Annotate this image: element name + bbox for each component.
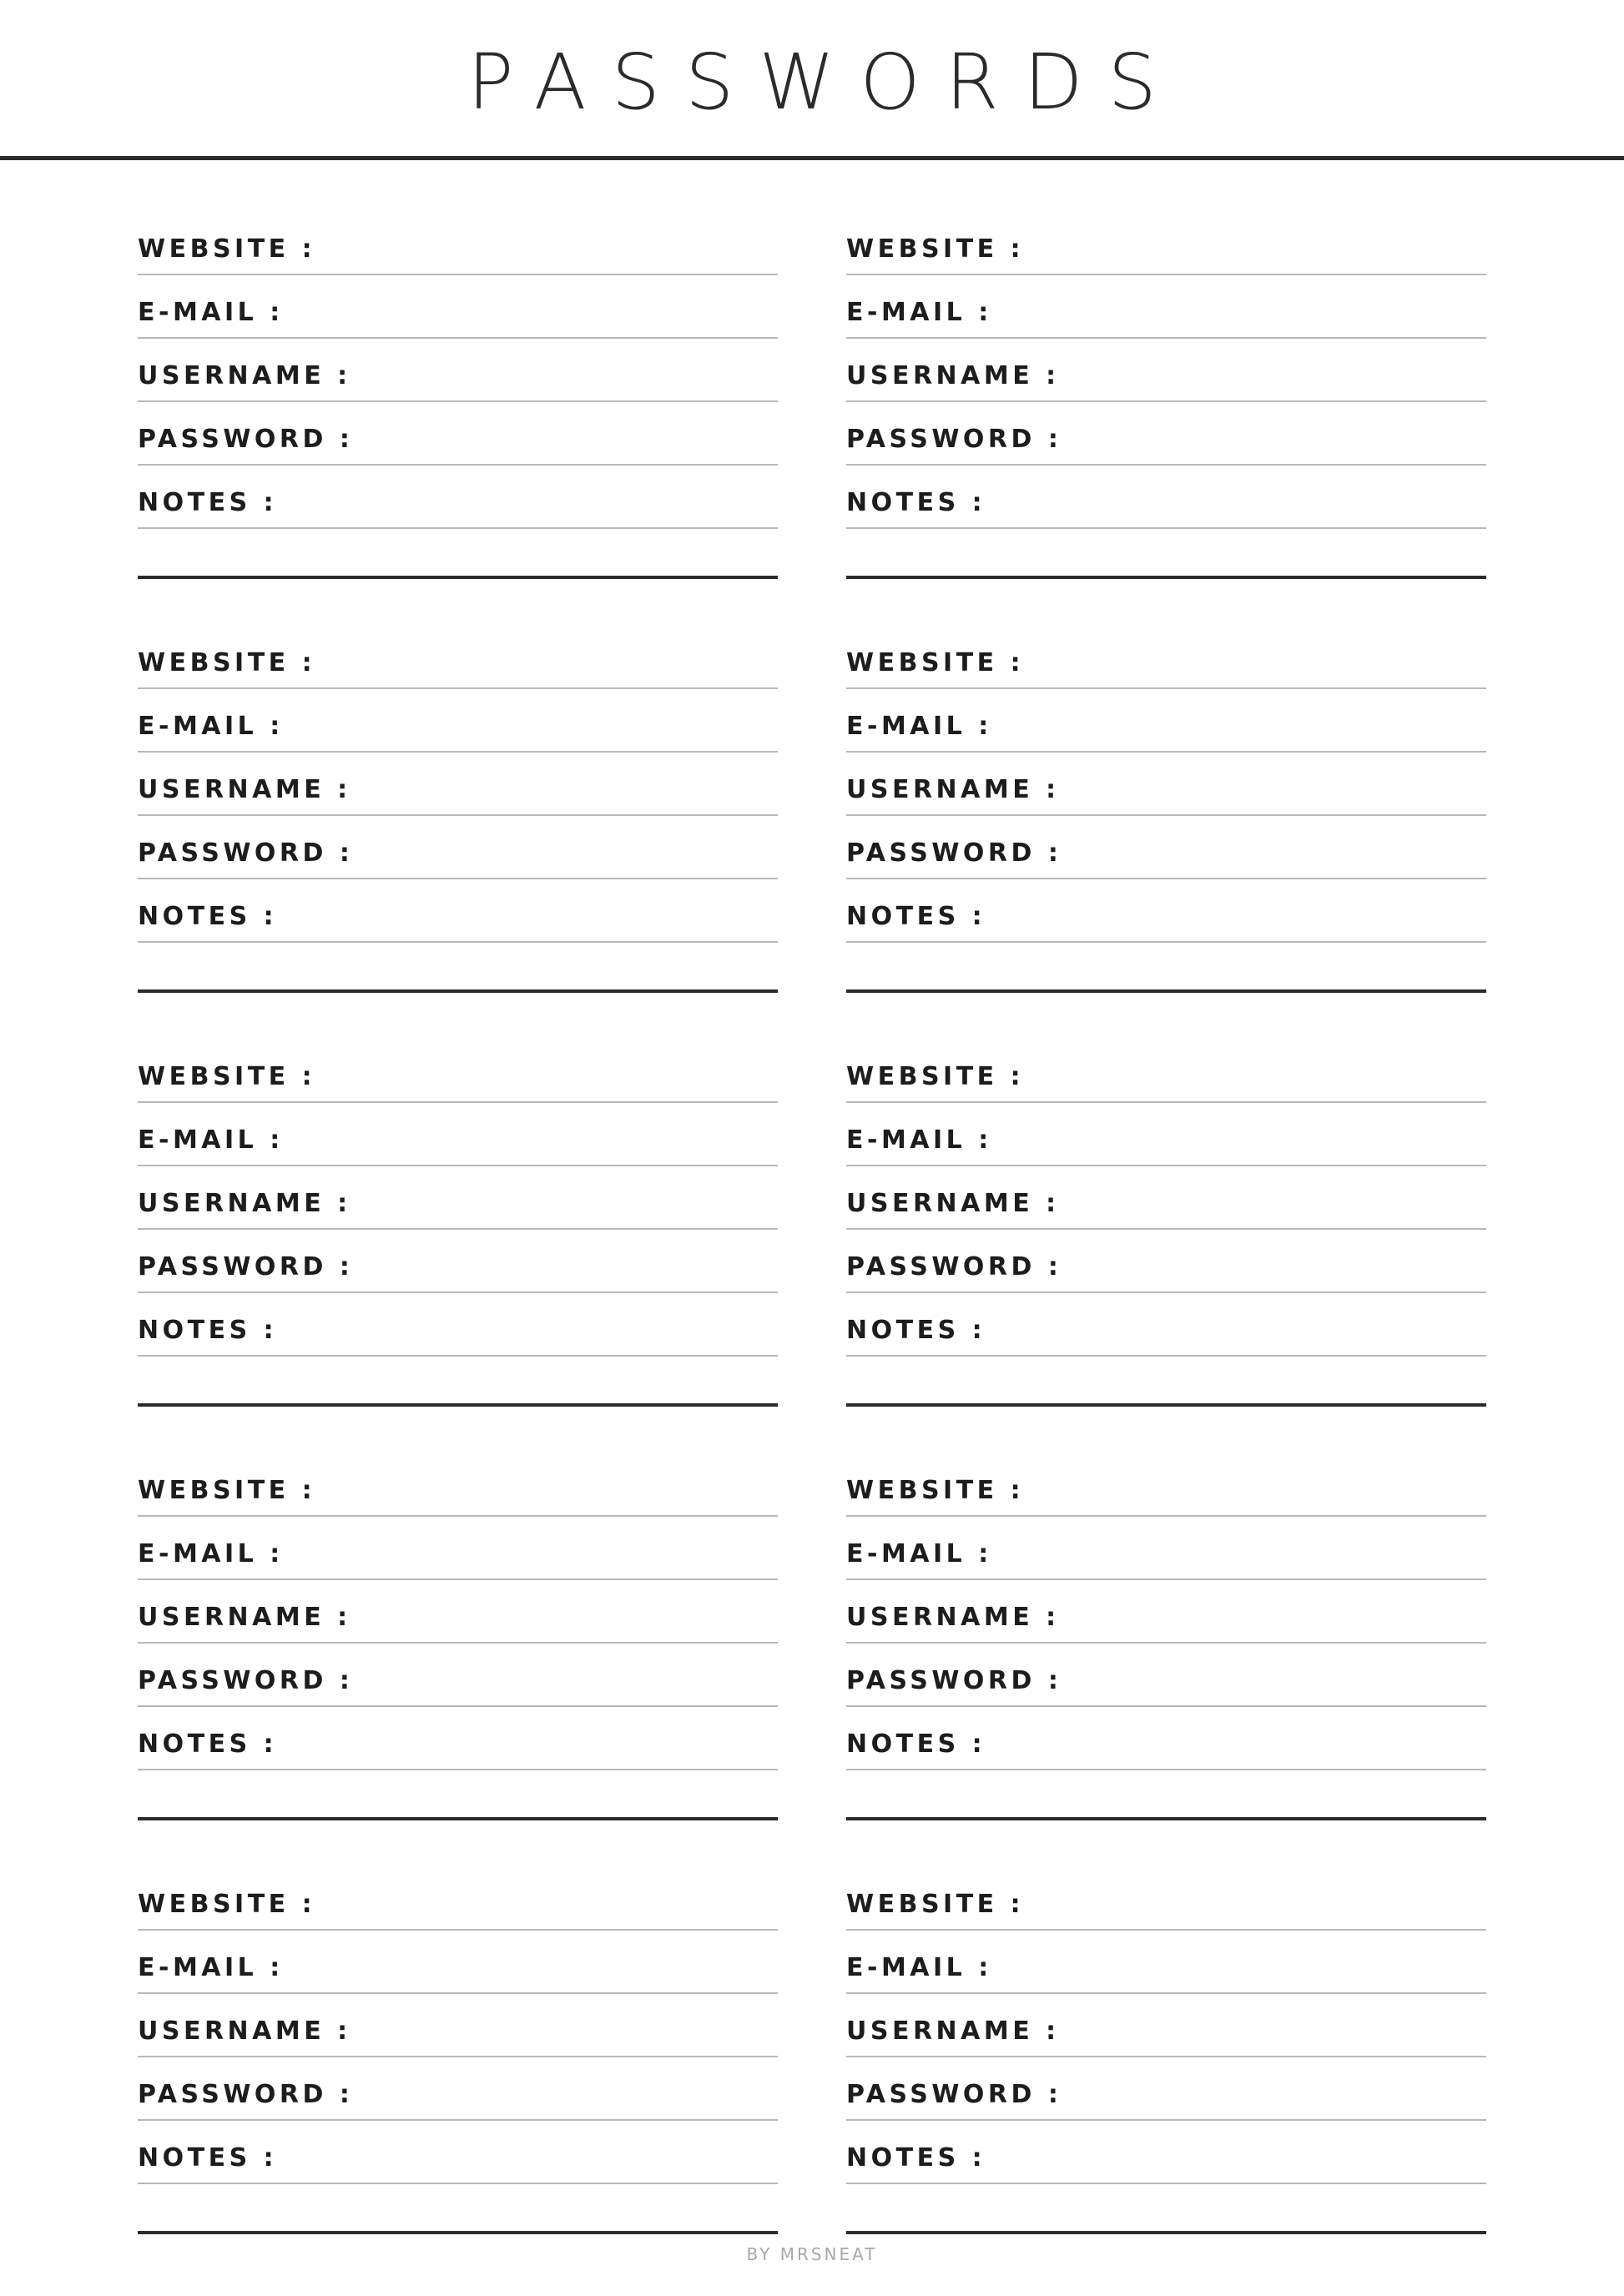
entries-grid: [138, 212, 1486, 2281]
entry-divider: [846, 1403, 1486, 1407]
password-label: PASSWORD :: [138, 1666, 354, 1696]
username-label: USERNAME :: [138, 1603, 351, 1633]
website-label: WEBSITE :: [138, 648, 316, 678]
email-field[interactable]: [138, 275, 778, 339]
password-field[interactable]: [138, 2057, 778, 2121]
notes-field[interactable]: [846, 879, 1486, 943]
notes-label: NOTES :: [846, 1316, 986, 1346]
email-field[interactable]: [138, 1931, 778, 1994]
website-field[interactable]: [846, 212, 1486, 275]
email-label: E-MAIL :: [138, 1539, 284, 1569]
entry-divider: [846, 1817, 1486, 1820]
email-label: E-MAIL :: [138, 1125, 284, 1156]
password-entry: [138, 626, 778, 1040]
username-label: USERNAME :: [846, 2017, 1060, 2047]
website-label: WEBSITE :: [846, 234, 1025, 264]
entry-fields: [138, 1453, 778, 1770]
email-field[interactable]: [138, 689, 778, 753]
entry-fields: [138, 1867, 778, 2184]
entry-fields: [846, 1040, 1486, 1357]
page-footer: [0, 2244, 1624, 2264]
password-label: PASSWORD :: [138, 1252, 354, 1282]
website-label: WEBSITE :: [846, 1476, 1025, 1506]
username-field[interactable]: [138, 339, 778, 402]
entry-fields: [138, 1040, 778, 1357]
password-field[interactable]: [846, 402, 1486, 466]
password-entry: [846, 1040, 1486, 1453]
notes-label: NOTES :: [846, 1730, 986, 1760]
email-label: E-MAIL :: [846, 1125, 992, 1156]
entry-divider: [138, 1403, 778, 1407]
username-label: USERNAME :: [138, 1189, 351, 1219]
email-field[interactable]: [846, 689, 1486, 753]
website-label: WEBSITE :: [846, 1890, 1025, 1920]
email-label: E-MAIL :: [846, 298, 992, 328]
notes-field[interactable]: [138, 879, 778, 943]
notes-label: NOTES :: [846, 488, 986, 518]
email-label: E-MAIL :: [138, 298, 284, 328]
notes-field[interactable]: [138, 1707, 778, 1770]
website-field[interactable]: [138, 1040, 778, 1103]
notes-field[interactable]: [846, 1707, 1486, 1770]
password-field[interactable]: [138, 1230, 778, 1293]
entry-divider: [138, 989, 778, 993]
password-label: PASSWORD :: [846, 425, 1062, 455]
email-label: E-MAIL :: [846, 1953, 992, 1983]
website-field[interactable]: [138, 212, 778, 275]
email-field[interactable]: [846, 1103, 1486, 1166]
email-field[interactable]: [846, 275, 1486, 339]
website-field[interactable]: [846, 1040, 1486, 1103]
notes-field[interactable]: [846, 1293, 1486, 1357]
password-field[interactable]: [846, 2057, 1486, 2121]
entry-divider: [846, 576, 1486, 579]
entry-divider: [846, 2231, 1486, 2234]
email-field[interactable]: [138, 1103, 778, 1166]
notes-label: NOTES :: [846, 2143, 986, 2173]
username-field[interactable]: [138, 753, 778, 816]
password-entry: [846, 626, 1486, 1040]
password-label: PASSWORD :: [138, 838, 354, 869]
username-field[interactable]: [846, 1580, 1486, 1644]
email-field[interactable]: [138, 1517, 778, 1580]
username-label: USERNAME :: [846, 1603, 1060, 1633]
entry-divider: [846, 989, 1486, 993]
website-label: WEBSITE :: [138, 1476, 316, 1506]
website-field[interactable]: [138, 1453, 778, 1517]
website-field[interactable]: [138, 1867, 778, 1931]
password-label: PASSWORD :: [846, 2080, 1062, 2110]
email-label: E-MAIL :: [846, 1539, 992, 1569]
email-label: E-MAIL :: [138, 712, 284, 742]
notes-label: NOTES :: [138, 902, 278, 932]
entry-fields: [846, 626, 1486, 943]
password-label: PASSWORD :: [846, 838, 1062, 869]
entry-fields: [138, 626, 778, 943]
footer-credit: BY MRSNEAT: [746, 2244, 878, 2264]
password-field[interactable]: [138, 1644, 778, 1707]
page-header: [0, 0, 1624, 160]
email-label: E-MAIL :: [846, 712, 992, 742]
username-field[interactable]: [846, 339, 1486, 402]
notes-label: NOTES :: [138, 1316, 278, 1346]
entry-fields: [846, 212, 1486, 529]
notes-field[interactable]: [846, 466, 1486, 529]
notes-field[interactable]: [138, 466, 778, 529]
username-label: USERNAME :: [138, 361, 351, 391]
password-label: PASSWORD :: [138, 425, 354, 455]
password-label: PASSWORD :: [846, 1666, 1062, 1696]
entry-fields: [846, 1867, 1486, 2184]
website-label: WEBSITE :: [138, 1062, 316, 1092]
username-field[interactable]: [138, 1994, 778, 2057]
entry-fields: [846, 1453, 1486, 1770]
password-entry: [846, 1453, 1486, 1867]
entry-fields: [138, 212, 778, 529]
username-label: USERNAME :: [846, 1189, 1060, 1219]
website-label: WEBSITE :: [846, 648, 1025, 678]
password-field[interactable]: [846, 1230, 1486, 1293]
username-field[interactable]: [846, 1166, 1486, 1230]
password-entry: [846, 1867, 1486, 2281]
website-label: WEBSITE :: [138, 1890, 316, 1920]
website-label: WEBSITE :: [138, 234, 316, 264]
notes-label: NOTES :: [846, 902, 986, 932]
password-field[interactable]: [846, 1644, 1486, 1707]
notes-label: NOTES :: [138, 1730, 278, 1760]
password-entry: [138, 1453, 778, 1867]
username-field[interactable]: [138, 1580, 778, 1644]
password-label: PASSWORD :: [846, 1252, 1062, 1282]
username-field[interactable]: [846, 753, 1486, 816]
username-label: USERNAME :: [138, 775, 351, 805]
username-label: USERNAME :: [846, 775, 1060, 805]
notes-label: NOTES :: [138, 488, 278, 518]
password-entry: [138, 1867, 778, 2281]
username-label: USERNAME :: [846, 361, 1060, 391]
email-field[interactable]: [846, 1931, 1486, 1994]
username-field[interactable]: [138, 1166, 778, 1230]
password-entry: [138, 1040, 778, 1453]
username-label: USERNAME :: [138, 2017, 351, 2047]
page-title: PASSWORDS: [467, 38, 1182, 127]
email-field[interactable]: [846, 1517, 1486, 1580]
website-field[interactable]: [846, 1453, 1486, 1517]
password-entry: [846, 212, 1486, 626]
entry-divider: [138, 576, 778, 579]
username-field[interactable]: [846, 1994, 1486, 2057]
website-field[interactable]: [846, 626, 1486, 689]
notes-field[interactable]: [138, 2121, 778, 2184]
password-label: PASSWORD :: [138, 2080, 354, 2110]
password-field[interactable]: [846, 816, 1486, 879]
password-entry: [138, 212, 778, 626]
password-field[interactable]: [138, 402, 778, 466]
entry-divider: [138, 1817, 778, 1820]
password-field[interactable]: [138, 816, 778, 879]
website-label: WEBSITE :: [846, 1062, 1025, 1092]
website-field[interactable]: [138, 626, 778, 689]
notes-field[interactable]: [138, 1293, 778, 1357]
notes-field[interactable]: [846, 2121, 1486, 2184]
entries-area: [0, 160, 1624, 2296]
entry-divider: [138, 2231, 778, 2234]
notes-label: NOTES :: [138, 2143, 278, 2173]
website-field[interactable]: [846, 1867, 1486, 1931]
email-label: E-MAIL :: [138, 1953, 284, 1983]
